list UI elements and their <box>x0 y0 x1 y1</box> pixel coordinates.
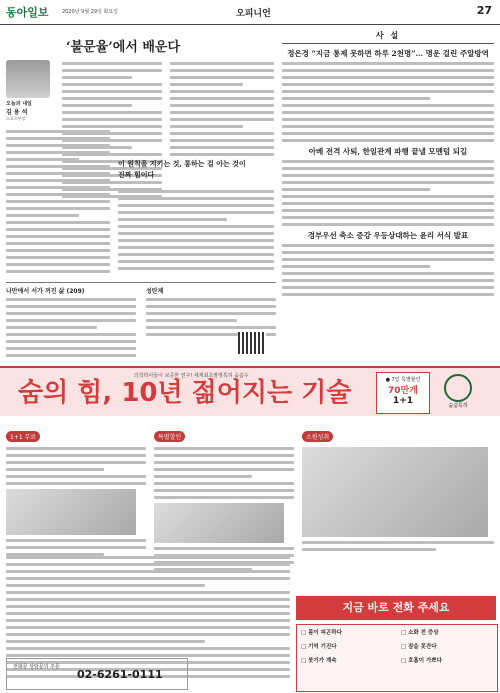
editorial-section <box>282 30 494 300</box>
phone-label: 전화문 상담문의 주문 <box>13 664 60 670</box>
advertisement <box>0 366 500 693</box>
pull-quote: 이 원칙을 지키는 것, 통하는 걸 아는 것이 진짜 힘이다 <box>118 159 246 179</box>
editorial-text-1 <box>282 62 494 142</box>
ad-price-badge <box>376 372 430 414</box>
page-number: 27 <box>476 4 492 17</box>
ad-logo <box>436 374 480 412</box>
column-text-block-3 <box>6 130 110 277</box>
feature-title-1: 나만에서 서가 꺼진 삶 (209) <box>6 288 85 295</box>
column-text-block-2 <box>170 62 274 160</box>
opinion-column <box>6 30 276 280</box>
ad-pill-1: 1+1 무료 <box>6 431 40 442</box>
ad-pill-2: 특별할인 <box>154 431 185 442</box>
seal-icon <box>444 374 472 402</box>
editorial-text-3 <box>282 244 494 296</box>
ad-logo-text: 숨쉼특허 <box>448 403 468 409</box>
column-title: ‘불문율’에서 배운다 <box>66 40 181 55</box>
ad-col-2 <box>154 424 294 575</box>
newspaper-logo: 동아일보 <box>6 6 49 19</box>
ad-product-image <box>6 489 136 535</box>
call-to-action: 지금 바로 전화 주세요 <box>296 596 496 620</box>
ad-pill-3: 소원성취 <box>302 431 333 442</box>
author-box <box>6 60 56 122</box>
ad-subtitle: 의학박사들이 보증한 연구! 세계최초발명특허 숨쉼수 <box>134 373 249 379</box>
ad-diagram-image <box>154 503 284 543</box>
check-item: □ 기억 기진다 <box>301 644 337 650</box>
check-item: □ 소화 전 증상 <box>401 630 439 636</box>
check-item: □ 몸이 피곤하다 <box>301 630 342 636</box>
ad-headline: 숨의 힘, 10년 젊어지는 기술 <box>18 378 352 408</box>
dateline: 2020년 9월 29일 화요일 <box>62 9 119 15</box>
editorial-headline-1: 정은경 “지금 통제 못하면 하루 2천명”… 명운 걸린 주말방역 <box>287 49 489 58</box>
badge-line-2: 70만개 <box>388 386 418 396</box>
editorial-text-2 <box>282 160 494 226</box>
phone-box <box>6 658 188 690</box>
author-title: 오늘과 내일 <box>6 101 32 107</box>
check-item: □ 호흡이 가쁘다 <box>401 658 442 664</box>
column-text-block-4 <box>118 190 274 274</box>
editorial-headline-2: 아베 전격 사퇴, 한일관계 파행 끝낼 모멘텀 되길 <box>308 147 468 156</box>
author-role: 스포츠부장 <box>6 116 26 121</box>
ad-col-3 <box>302 424 494 555</box>
ad-model-photo <box>302 447 488 537</box>
ad-banner <box>0 368 500 416</box>
feature-left <box>6 283 136 361</box>
author-name: 김 용 석 <box>6 109 28 116</box>
ad-col-1 <box>6 424 146 560</box>
editorial-label: 사 설 <box>282 30 494 44</box>
author-portrait <box>6 60 50 98</box>
editorial-headline-3: 경부우선 축소 증강 우등상대하는 윤리 서식 발표 <box>307 231 469 240</box>
page-header <box>0 0 500 25</box>
badge-line-1: ● 7일 특별할인 <box>385 377 421 383</box>
feature-band <box>6 282 276 363</box>
phone-number[interactable]: 02-6261-0111 <box>77 668 163 681</box>
section-title: 오피니언 <box>236 9 271 19</box>
symptom-checklist <box>296 624 498 692</box>
badge-line-3: 1+1 <box>392 396 414 406</box>
check-item: □ 잠을 못잔다 <box>401 644 437 650</box>
qr-code <box>238 332 266 354</box>
feature-title-2: 성탄제 <box>146 288 164 295</box>
check-item: □ 붓기가 계속 <box>301 658 337 664</box>
